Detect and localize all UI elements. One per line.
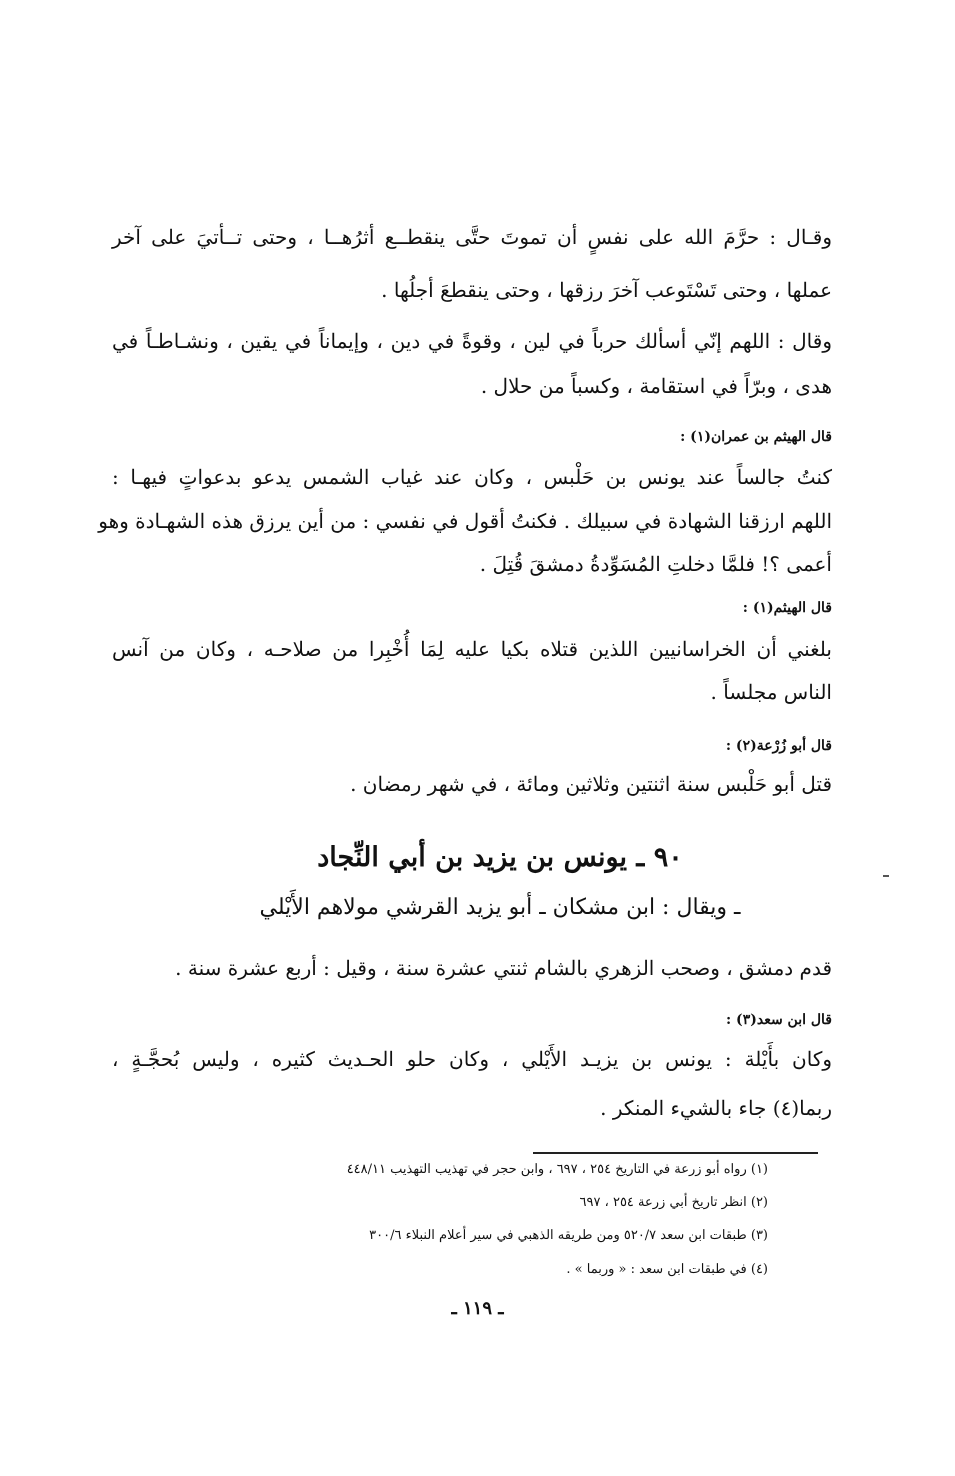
paragraph-3-line-2: اللهم ارزقنا الشهادة في سبيلك . فكنتُ أقول في نفسي : من أين يرزق هذه الشهـادة وهو: [98, 509, 832, 533]
paragraph-1-line-1: وقـال : حرَّمَ الله على نفسٍ أن تموتَ حتَّى ينقطــع أثرُهــا ، وحتى تــأتيَ على آخر: [112, 225, 832, 249]
footnote-1: (١) رواه أبو زرعة في التاريخ ٢٥٤ ، ٦٩٧ ، وابن حجر في تهذيب التهذيب ٤٤٨/١١: [346, 1162, 768, 1177]
paragraph-7-line-2: ربما(٤) جاء بالشيء المنكر .: [600, 1096, 832, 1120]
footnote-2: (٢) انظر تاريخ أبي زرعة ٢٥٤ ، ٦٩٧: [579, 1195, 768, 1210]
narrator-label-4: قال ابن سعد(٣) :: [726, 1012, 832, 1028]
paragraph-2-line-1: وقال : اللهم إنّي أسألك حرباً في لين ، وقوةً في دين ، وإيماناً في يقين ، ونشـاطـاً في: [112, 329, 832, 353]
paragraph-7-line-1: وكان بأَيْلة : يونس بن يزيـد الأَيْلي ، وكان حلو الحـديث كثيره ، وليس بُحجَّـةٍ ،: [112, 1047, 832, 1071]
footnote-3: (٣) طبقات ابن سعد ٥٢٠/٧ ومن طريقه الذهبي في سير أعلام النبلاء ٣٠٠/٦: [369, 1228, 768, 1243]
paragraph-6-line-1: قدم دمشق ، وصحب الزهري بالشام ثنتي عشرة سنة ، وقيل : أربع عشرة سنة .: [175, 956, 832, 980]
entry-subtitle: ـ ويقال : ابن مشكان ـ أبو يزيد القرشي مولاهم الأَيْلي: [259, 895, 741, 920]
margin-mark: [883, 875, 889, 877]
paragraph-1-line-2: عملها ، وحتى تَسْتَوعب آخرَ رزقها ، وحتى ينقطعَ أجلُها .: [381, 278, 832, 302]
narrator-label-2: قال الهيثم(١) :: [742, 600, 832, 616]
narrator-label-1: قال الهيثم بن عمران(١) :: [680, 429, 832, 445]
paragraph-5-line-1: قتل أبو حَلْبس سنة اثنتين وثلاثين ومائة ، في شهر رمضان .: [350, 772, 832, 796]
page-number: ـ ١١٩ ـ: [451, 1298, 504, 1319]
narrator-label-3: قال أبو زُرْعة(٢) :: [725, 738, 832, 754]
footnote-4: (٤) في طبقات ابن سعد : « وربما » .: [566, 1262, 768, 1277]
paragraph-2-line-2: هدى ، وبرّاً في استقامة ، وكسباً من حلال .: [480, 374, 832, 398]
entry-title: ٩٠ ـ يونس بن يزيد بن أبي النِّجاد: [317, 842, 683, 873]
paragraph-3-line-1: كنتُ جالساً عند يونس بن حَلْبس ، وكان عند غياب الشمس يدعو بدعواتٍ فيهـا :: [112, 465, 832, 489]
paragraph-4-line-2: الناس مجلساً .: [710, 680, 832, 704]
paragraph-4-line-1: بلغني أن الخراسانيين اللذين قتلاه بكيا عليه لِمَا أُخْبِرا من صلاحـه ، وكان من آنس: [112, 637, 832, 661]
paragraph-3-line-3: أعمى ؟! فلمَّا دخلتِ المُسَوِّدةُ دمشقَ قُتِلَ .: [479, 552, 832, 576]
footnote-separator: [533, 1152, 818, 1154]
